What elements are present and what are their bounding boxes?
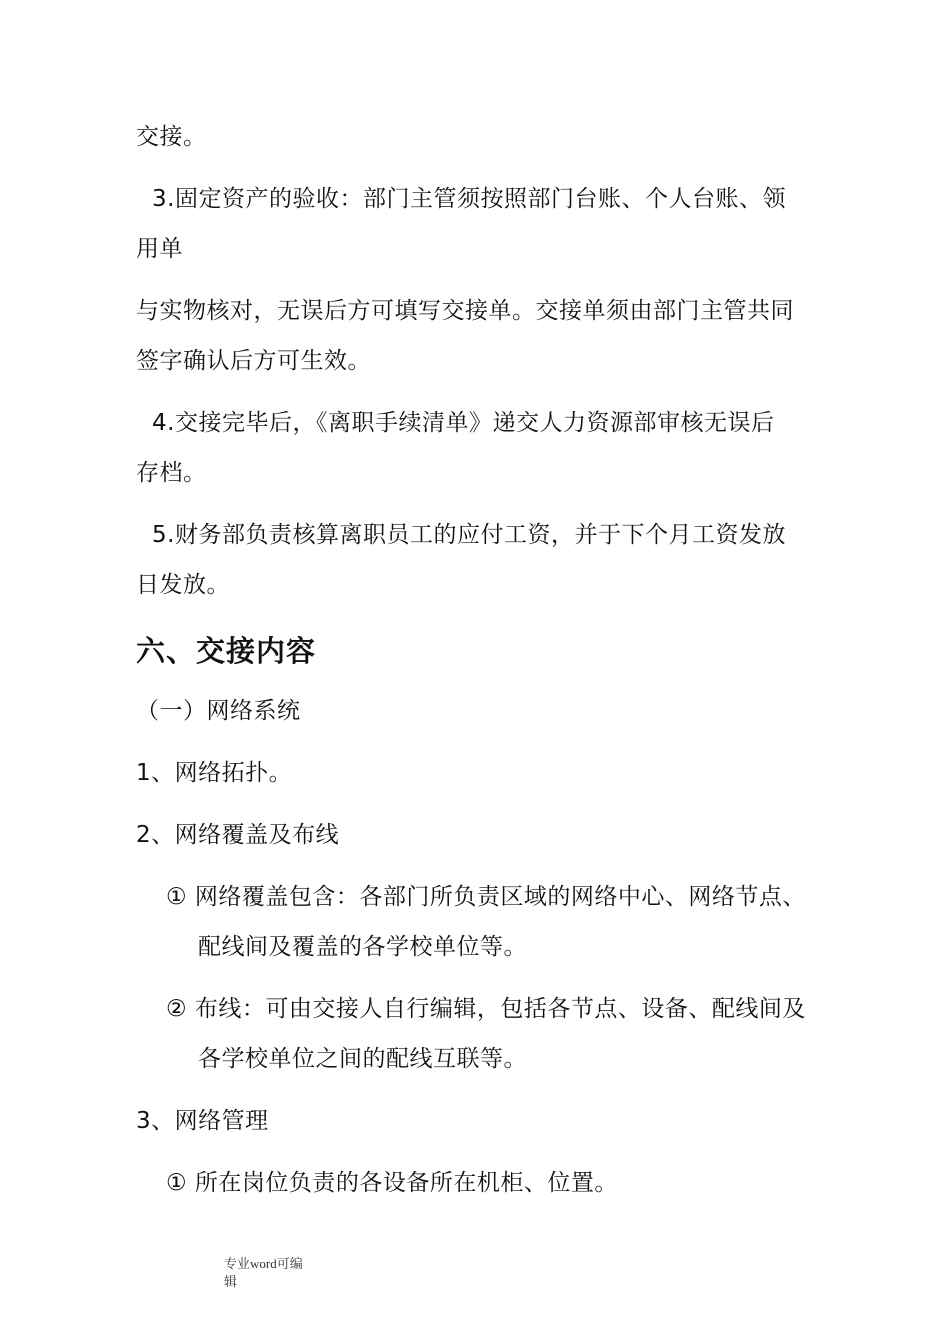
text-line: 各学校单位之间的配线互联等。 bbox=[198, 1046, 527, 1072]
footer-line: 辑 bbox=[224, 1274, 238, 1289]
text-line: 日发放。 bbox=[136, 572, 230, 598]
text-line: 存档。 bbox=[136, 460, 207, 486]
list-item: ② 布线：可由交接人自行编辑，包括各节点、设备、配线间及 bbox=[166, 996, 806, 1022]
subsection-title: （一）网络系统 bbox=[136, 698, 301, 724]
text-line: 配线间及覆盖的各学校单位等。 bbox=[198, 934, 527, 960]
text-line: 与实物核对，无误后方可填写交接单。交接单须由部门主管共同 bbox=[136, 298, 794, 324]
text-line: 4.交接完毕后，《离职手续清单》递交人力资源部审核无误后 bbox=[152, 410, 775, 436]
list-item: ① 所在岗位负责的各设备所在机柜、位置。 bbox=[166, 1170, 618, 1196]
text-line: 5.财务部负责核算离职员工的应付工资，并于下个月工资发放 bbox=[152, 522, 786, 548]
list-item: 2、网络覆盖及布线 bbox=[136, 822, 340, 848]
footer-line: 专业word可编 bbox=[224, 1256, 303, 1271]
text-line: 交接。 bbox=[136, 124, 207, 150]
text-line: 签字确认后方可生效。 bbox=[136, 348, 371, 374]
list-item: 3、网络管理 bbox=[136, 1108, 269, 1134]
footer-note bbox=[224, 1255, 324, 1291]
list-item: 1、网络拓扑。 bbox=[136, 760, 293, 786]
section-heading: 六、交接内容 bbox=[136, 634, 317, 668]
list-item: ① 网络覆盖包含：各部门所负责区域的网络中心、网络节点、 bbox=[166, 884, 806, 910]
text-line: 用单 bbox=[136, 236, 183, 262]
text-line: 3.固定资产的验收：部门主管须按照部门台账、个人台账、领 bbox=[152, 186, 786, 212]
